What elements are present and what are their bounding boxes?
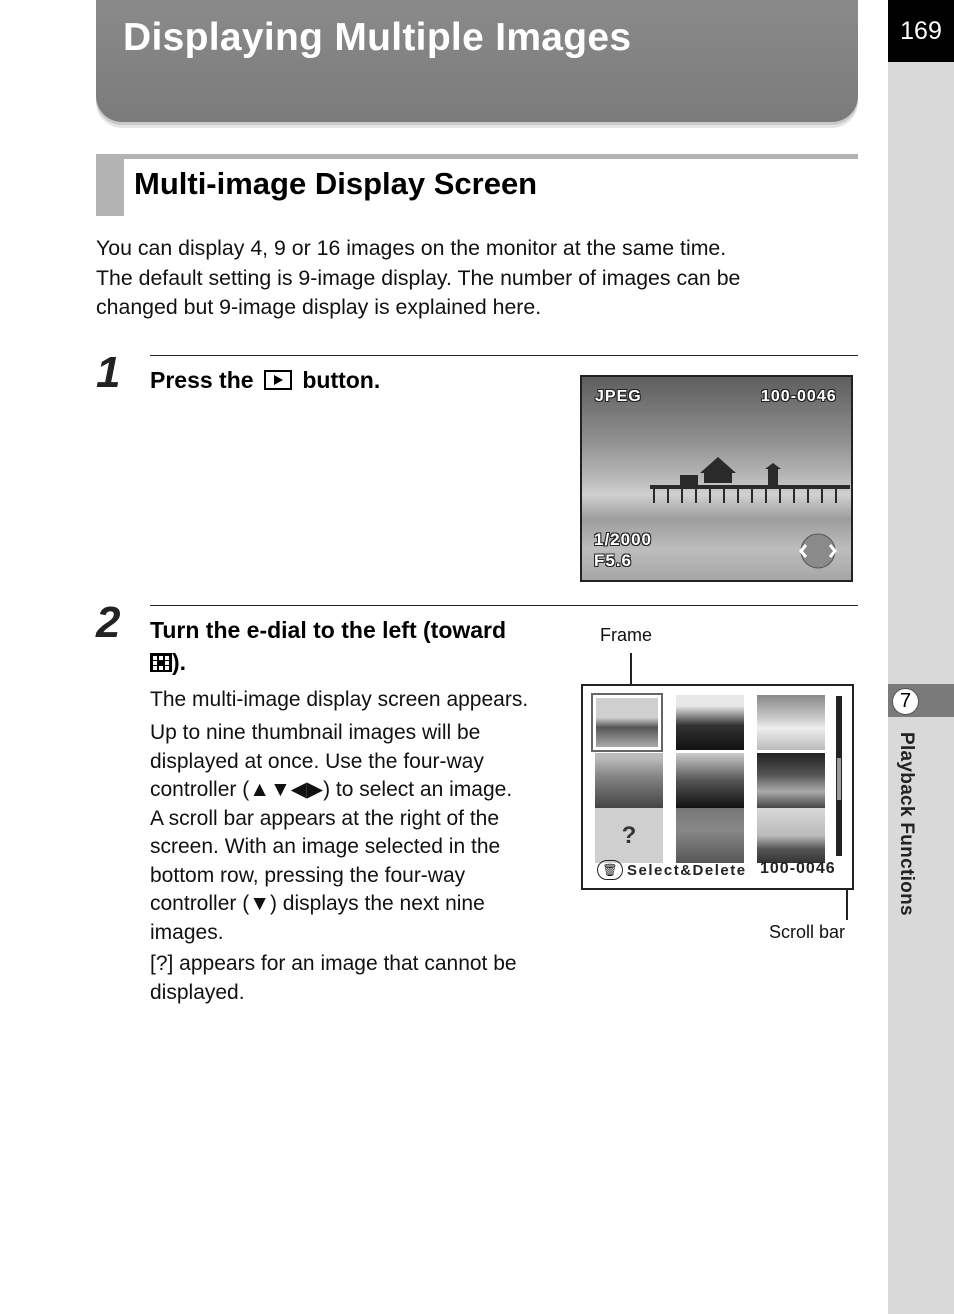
step-2-para-1: The multi-image display screen appears. bbox=[150, 688, 529, 711]
frame-callout-label: Frame bbox=[600, 625, 653, 645]
text-line: controller (▼) displays the next nine bbox=[150, 892, 485, 915]
thumbnail-selected[interactable] bbox=[593, 695, 661, 750]
unknown-image-thumbnail[interactable]: ? bbox=[595, 808, 663, 863]
intro-line: You can display 4, 9 or 16 images on the monitor at the same time. bbox=[96, 236, 727, 260]
section-rule bbox=[96, 154, 858, 159]
side-tab-strip bbox=[888, 0, 954, 1314]
step-2-title-line-2 bbox=[150, 646, 506, 678]
text-line: screen. With an image selected in the bbox=[150, 835, 501, 858]
step-2-para-2 bbox=[150, 719, 560, 947]
thumbnail[interactable] bbox=[595, 753, 663, 808]
format-label: JPEG bbox=[595, 388, 642, 405]
scroll-thumb[interactable] bbox=[837, 758, 841, 800]
text-line: [?] appears for an image that cannot be bbox=[150, 952, 517, 975]
step-2-title-end: ). bbox=[172, 649, 187, 675]
file-number-label: 100-0046 bbox=[761, 388, 837, 405]
playback-button-icon bbox=[264, 370, 292, 390]
file-number-label: 100-0046 bbox=[760, 860, 836, 877]
step-2-rule bbox=[150, 605, 858, 606]
aperture-label: F5.6 bbox=[594, 551, 633, 570]
intro-paragraph bbox=[96, 234, 836, 323]
step-2-title-line: Turn the e-dial to the left (toward bbox=[150, 617, 507, 643]
thumbnail[interactable] bbox=[757, 753, 825, 808]
thumbnail[interactable] bbox=[757, 695, 825, 750]
multi-image-icon bbox=[150, 653, 172, 672]
title-band bbox=[96, 0, 858, 122]
step-2-para-3 bbox=[150, 950, 560, 1007]
section-title: Multi-image Display Screen bbox=[134, 166, 538, 201]
step-1-title-start: Press the bbox=[150, 367, 260, 393]
text-line: A scroll bar appears at the right of the bbox=[150, 806, 500, 830]
text-line: displayed. bbox=[150, 980, 245, 1004]
intro-line: changed but 9-image display is explained here. bbox=[96, 295, 542, 319]
trash-icon: 🗑 bbox=[597, 860, 623, 880]
step-1-title bbox=[150, 364, 380, 396]
thumbnail[interactable] bbox=[676, 808, 744, 863]
text-line: Up to nine thumbnail images will be bbox=[150, 721, 481, 744]
step-2-title bbox=[150, 614, 506, 678]
select-delete-label: Select&Delete bbox=[627, 862, 747, 879]
page-number: 169 bbox=[888, 0, 954, 62]
thumbnail[interactable] bbox=[676, 753, 744, 808]
text-line: bottom row, pressing the four-way bbox=[150, 863, 466, 887]
chapter-number: 7 bbox=[892, 688, 919, 715]
section-marker bbox=[96, 154, 124, 216]
step-1-title-end: button. bbox=[295, 367, 381, 393]
scroll-bar-callout-label: Scroll bar bbox=[769, 922, 846, 942]
step-1-number: 1 bbox=[96, 348, 121, 397]
intro-line: The default setting is 9-image display. The number of images can be bbox=[96, 265, 741, 290]
page-title: Displaying Multiple Images bbox=[123, 16, 632, 59]
chapter-label: Playback Functions bbox=[896, 732, 917, 916]
playback-screen-image bbox=[580, 375, 853, 582]
step-1-rule bbox=[150, 355, 858, 356]
text-line: controller (▲▼◀▶) to select an image. bbox=[150, 778, 513, 801]
text-line: images. bbox=[150, 920, 224, 944]
text-line: displayed at once. Use the four-way bbox=[150, 749, 484, 773]
thumbnail[interactable] bbox=[757, 808, 825, 863]
scroll-bar[interactable] bbox=[836, 696, 842, 856]
step-2-number: 2 bbox=[96, 598, 121, 647]
thumbnail[interactable] bbox=[676, 695, 744, 750]
multi-image-screen bbox=[581, 684, 854, 890]
shutter-speed-label: 1/2000 bbox=[594, 530, 652, 549]
